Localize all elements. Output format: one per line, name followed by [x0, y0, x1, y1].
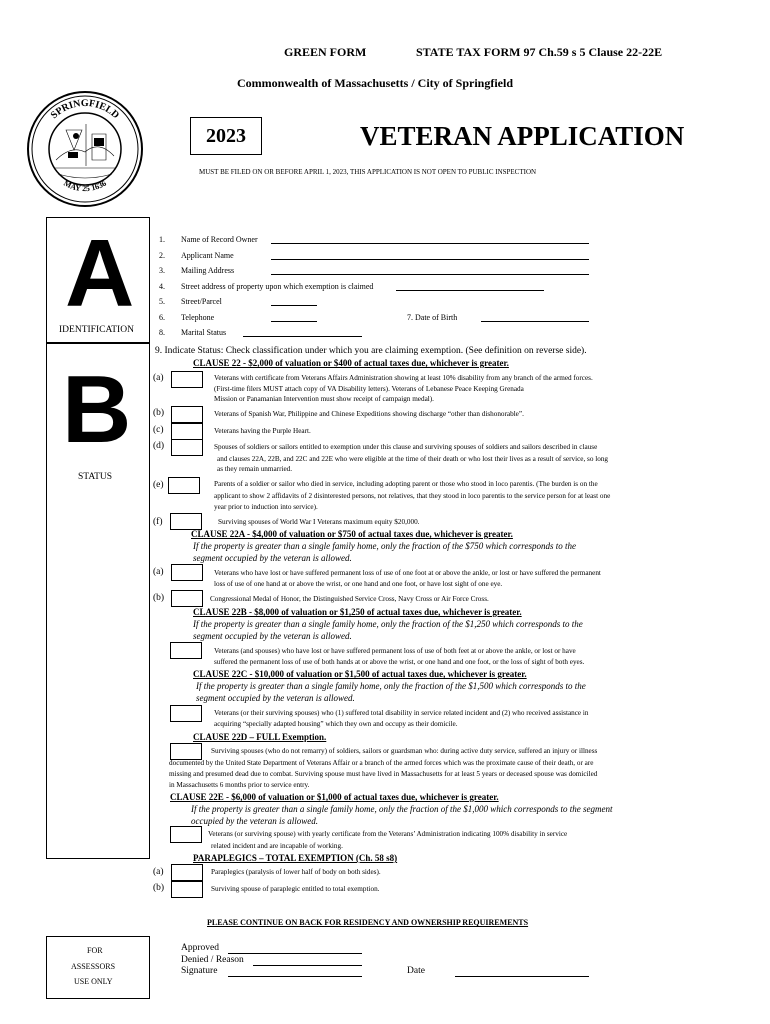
clause22-d-text: Spouses of soldiers or sailors entitled to exemption under this clause and surviving spouses of soldiers and sailors described in clause	[214, 443, 598, 451]
paraplegics-heading: PARAPLEGICS – TOTAL EXEMPTION (Ch. 58 s8)	[193, 853, 398, 863]
para-b-text: Surviving spouse of paraplegic entitled to total exemption.	[211, 885, 380, 893]
clause22e-text-2: related incident and are incapable of working.	[211, 842, 343, 850]
clause22-e-mark: (e)	[153, 480, 164, 490]
city-seal	[26, 90, 144, 208]
para-a-text: Paraplegics (paralysis of lower half of body on both sides).	[211, 868, 381, 876]
telephone-field[interactable]	[271, 321, 317, 322]
record-owner-field[interactable]	[271, 243, 589, 244]
clause22-b-text: Veterans of Spanish War, Philippine and Chinese Expeditions showing discharge “other than dishonorable”.	[214, 410, 524, 418]
clause22-f-checkbox[interactable]	[170, 513, 202, 530]
signature-field[interactable]	[228, 976, 362, 977]
clause22-d-text-3: as they remain unmarried.	[217, 465, 293, 473]
clause-22b-note-2: segment occupied by the veteran is allowed.	[193, 631, 352, 641]
denied-field[interactable]	[253, 965, 362, 966]
assessors-box	[46, 936, 150, 999]
seal-date-text: MAY 25 1636	[62, 178, 108, 194]
field-2-label: Applicant Name	[181, 251, 234, 260]
field-3-num: 3.	[159, 266, 165, 275]
marital-status-field[interactable]	[243, 336, 362, 337]
field-8-num: 8.	[159, 328, 165, 337]
field-2-num: 2.	[159, 251, 165, 260]
field-3-label: Mailing Address	[181, 266, 235, 275]
clause22d-text-4: in Massachusetts 6 months prior to service entry.	[169, 781, 310, 789]
clause22b-text: Veterans (and spouses) who have lost or have suffered permanent loss of use of both feet at or above the ankle, or lost or have	[214, 647, 576, 655]
section-b-box	[46, 343, 150, 859]
signature-label: Signature	[181, 966, 218, 976]
green-form-label: GREEN FORM	[284, 45, 367, 59]
field-5-label: Street/Parcel	[181, 297, 222, 306]
clause-22e-heading: CLAUSE 22E - $6,000 of valuation or $1,000 of actual taxes due, whichever is greater.	[170, 792, 499, 802]
clause22-a-checkbox[interactable]	[171, 371, 203, 388]
field-4-label: Street address of property upon which exemption is claimed	[181, 282, 374, 291]
clause22-a-text: Veterans with certificate from Veterans Affairs Administration showing at least 10% disability from any branch of the armed forces.	[214, 374, 593, 382]
clause22-e-text-3: year prior to induction into service).	[214, 503, 318, 511]
section-a-box	[46, 217, 150, 343]
clause22a-b-text: Congressional Medal of Honor, the Distinguished Service Cross, Navy Cross or Air Force Cross.	[210, 595, 489, 603]
clause-22e-note: If the property is greater than a single family home, only the fraction of the $1,000 which corresponds to the segment	[191, 804, 613, 814]
clause22-a-text-2: (First-time filers MUST attach copy of VA Disability letters). Veterans of Lebanese Peace Keeping Grenada	[214, 385, 524, 393]
clause22c-checkbox[interactable]	[170, 705, 202, 722]
status-instruction: 9. Indicate Status: Check classification under which you are claiming exemption. (See definition on reverse side).	[155, 346, 587, 356]
clause22d-text: Surviving spouses (who do not remarry) of soldiers, sailors or guardsman who: during active duty service, suffered an injury or illness	[211, 747, 598, 755]
clause-22c-heading: CLAUSE 22C - $10,000 of valuation or $1,500 of actual taxes due, whichever is greater.	[193, 669, 527, 679]
clause22c-text-2: acquiring “specially adapted housing” which they own and occupy as their domicile.	[214, 720, 458, 728]
clause22b-text-2: suffered the permanent loss of use of both hands at or above the wrist, or one hand and one foot, or the loss of sight of both eyes.	[214, 658, 585, 666]
clause-22e-note-2: occupied by the veteran is allowed.	[191, 816, 318, 826]
date-field[interactable]	[455, 976, 589, 977]
field-1-label: Name of Record Owner	[181, 235, 258, 244]
state-form-label: STATE TAX FORM 97 Ch.59 s 5 Clause 22-22E	[416, 45, 663, 59]
clause22-c-checkbox[interactable]	[171, 423, 203, 440]
continue-notice: PLEASE CONTINUE ON BACK FOR RESIDENCY AND OWNERSHIP REQUIREMENTS	[207, 918, 529, 927]
clause22d-checkbox[interactable]	[170, 743, 202, 760]
clause-22a-note-2: segment occupied by the veteran is allowed.	[193, 553, 352, 563]
denied-label: Denied / Reason	[181, 955, 244, 965]
clause-22b-heading: CLAUSE 22B - $8,000 of valuation or $1,250 of actual taxes due, whichever is greater.	[193, 607, 522, 617]
field-8-label: Marital Status	[181, 328, 227, 337]
assessors-label: ASSESSORS	[71, 962, 116, 971]
use-only-label: USE ONLY	[74, 977, 113, 986]
clause22d-text-3: missing and presumed dead due to combat. Surviving spouse must have lived in Massachusetts for at least 5 years or deceased spouse was domiciled	[169, 770, 598, 778]
clause22-d-checkbox[interactable]	[171, 439, 203, 456]
clause22-e-text: Parents of a soldier or sailor who died in service, including adopting parent or those who stood in loco parentis. (The burden is on the	[214, 480, 598, 488]
clause22-d-text-2: and clauses 22A, 22B, and 22C and 22E who were eligible at the time of their death or who lost their lives as a result of service, so long	[217, 455, 609, 463]
clause22-c-text: Veterans having the Purple Heart.	[214, 427, 311, 435]
clause-22a-note: If the property is greater than a single family home, only the fraction of the $750 which corresponds to the	[193, 541, 576, 551]
clause22-e-text-2: applicant to show 2 affidavits of 2 disinterested persons, not relatives, that they stood in loco parentis to the service person for at least one	[214, 492, 611, 500]
page-title: VETERAN APPLICATION	[360, 121, 685, 151]
para-b-checkbox[interactable]	[171, 881, 203, 898]
filing-notice: MUST BE FILED ON OR BEFORE APRIL 1, 2023, THIS APPLICATION IS NOT OPEN TO PUBLIC INSPECTION	[199, 168, 537, 176]
section-a-letter: A	[65, 220, 135, 327]
clause22-b-mark: (b)	[153, 408, 165, 418]
clause22-a-mark: (a)	[153, 373, 164, 383]
clause22d-text-2: documented by the United State Department of Veterans Affair or a branch of the armed forces which was the proximate cause of their death, or are	[169, 759, 594, 767]
clause-22b-note: If the property is greater than a single family home, only the fraction of the $1,250 which corresponds to the	[193, 619, 583, 629]
date-label: Date	[407, 966, 425, 976]
field-5-num: 5.	[159, 297, 165, 306]
section-b-letter: B	[62, 356, 132, 463]
clause22a-a-text-2: loss of use of one hand at or above the wrist, or one hand and one foot, or have lost sight of one eye.	[214, 580, 503, 588]
field-1-num: 1.	[159, 235, 165, 244]
approved-label: Approved	[181, 943, 219, 953]
clause22c-text: Veterans (or their surviving spouses) who (1) suffered total disability in service related incident and (2) who received assistance in	[214, 709, 589, 717]
clause22-e-checkbox[interactable]	[168, 477, 200, 494]
street-parcel-field[interactable]	[271, 305, 317, 306]
year-box: 2023	[190, 117, 262, 155]
clause22a-b-checkbox[interactable]	[171, 590, 203, 607]
para-a-checkbox[interactable]	[171, 864, 203, 881]
clause22e-checkbox[interactable]	[170, 826, 202, 843]
field-6-num: 6.	[159, 313, 165, 322]
date-of-birth-field[interactable]	[481, 321, 589, 322]
commonwealth-label: Commonwealth of Massachusetts / City of Springfield	[237, 76, 513, 90]
clause22-f-mark: (f)	[153, 517, 163, 527]
approved-field[interactable]	[228, 953, 362, 954]
property-address-field[interactable]	[396, 290, 544, 291]
clause22b-checkbox[interactable]	[170, 642, 202, 659]
clause22a-a-mark: (a)	[153, 567, 164, 577]
clause22e-text: Veterans (or surviving spouse) with yearly certificate from the Veterans’ Administration indicating 100% disability in service	[208, 830, 568, 838]
field-4-num: 4.	[159, 282, 165, 291]
para-a-mark: (a)	[153, 867, 164, 877]
identification-label: IDENTIFICATION	[59, 325, 134, 335]
clause22-f-text: Surviving spouses of World War I Veterans maximum equity $20,000.	[218, 518, 420, 526]
clause22-a-text-3: Mission or Panamanian Intervention must show receipt of campaign medal).	[214, 395, 434, 403]
for-label: FOR	[87, 946, 103, 955]
date-of-birth-label: 7. Date of Birth	[407, 313, 458, 322]
mailing-address-field[interactable]	[271, 274, 589, 275]
field-6-label: Telephone	[181, 313, 215, 322]
para-b-mark: (b)	[153, 883, 165, 893]
clause22-b-checkbox[interactable]	[171, 406, 203, 423]
seal-top-text: SPRINGFIELD	[48, 97, 122, 122]
clause22a-a-text: Veterans who have lost or have suffered permanent loss of use of one foot at or above the ankle, or lost or have suffered the permanent	[214, 569, 601, 577]
clause22-d-mark: (d)	[153, 441, 165, 451]
clause-22d-heading: CLAUSE 22D – FULL Exemption.	[193, 732, 327, 742]
clause-22a-heading: CLAUSE 22A - $4,000 of valuation or $750 of actual taxes due, whichever is greater.	[191, 529, 513, 539]
clause22a-b-mark: (b)	[153, 593, 165, 603]
clause-22-heading: CLAUSE 22 - $2,000 of valuation or $400 of actual taxes due, whichever is greater.	[193, 358, 509, 368]
clause22-c-mark: (c)	[153, 425, 164, 435]
clause22a-a-checkbox[interactable]	[171, 564, 203, 581]
status-label: STATUS	[78, 472, 113, 482]
clause-22c-note: If the property is greater than a single family home, only the fraction of the $1,500 which corresponds to the	[196, 681, 586, 691]
clause-22c-note-2: segment occupied by the veteran is allowed.	[196, 693, 355, 703]
applicant-name-field[interactable]	[271, 259, 589, 260]
